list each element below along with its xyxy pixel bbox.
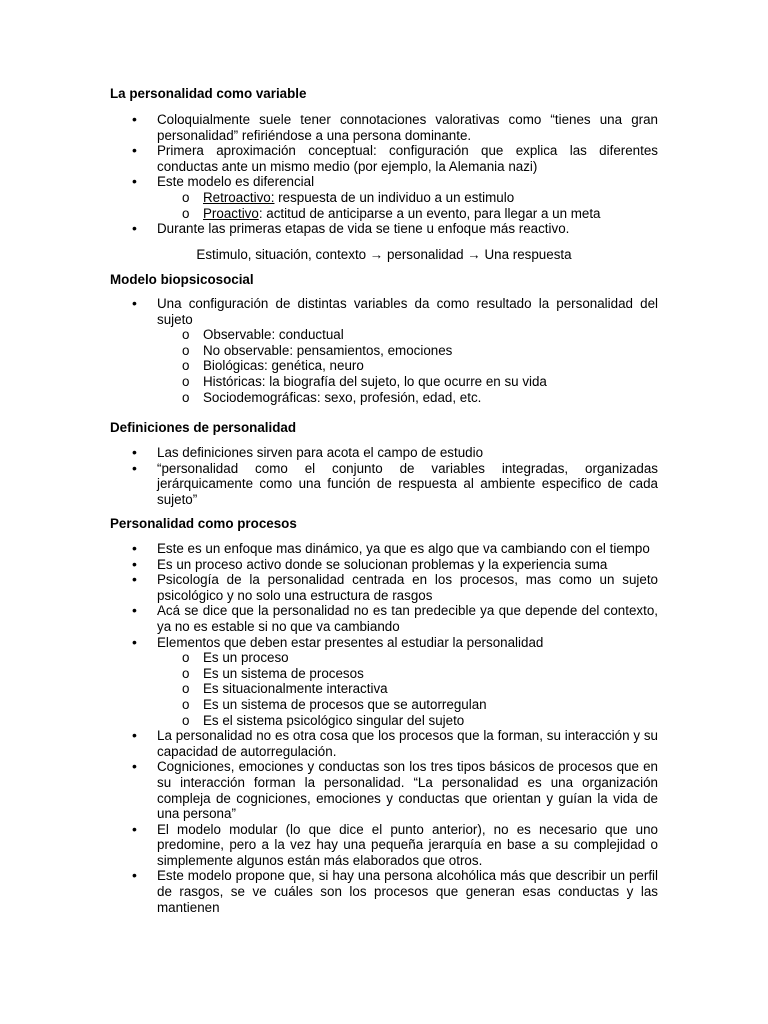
bullet-list-personalidad-variable [110, 112, 658, 237]
bullet-list-definiciones [110, 445, 658, 507]
list-item [110, 635, 658, 729]
sub-list-variables [157, 327, 658, 405]
flow-line-estimulo-respuesta: Estimulo, situación, contexto → personalidad → Una respuesta [196, 247, 572, 262]
list-item: • Coloquialmente suele tener connotaciones valorativas como “tienes una gran personalidad” refiriéndose a una persona dominante. [110, 112, 658, 143]
section-title-personalidad-variable: La personalidad como variable [110, 86, 307, 101]
sub-list-item [157, 190, 658, 206]
sub-list-item: o Es un sistema de procesos [157, 666, 658, 682]
list-item: • Psicología de la personalidad centrada en los procesos, mas como un sujeto psicológico y no solo una estructura de rasgos [110, 572, 658, 603]
list-item-text: Elementos que deben estar presentes al estudiar la personalidad [157, 634, 544, 650]
section-title-modelo-biopsicosocial: Modelo biopsicosocial [110, 272, 254, 287]
list-item-text: Una configuración de distintas variables da como resultado la personalidad del sujeto [157, 296, 658, 327]
term-definition: respuesta de un individuo a un estimulo [274, 189, 515, 205]
list-item: • Primera aproximación conceptual: configuración que explica las diferentes conductas ante un mismo medio (por ejemplo, la Alemania nazi) [110, 143, 658, 174]
section-title-definiciones: Definiciones de personalidad [110, 420, 297, 435]
list-item: • El modelo modular (lo que dice el punto anterior), no es necesario que uno predomine, pero a la vez hay una pequeña jerarquía en base a su complejidad o simplemente algunos están más elaborados que otros. [110, 822, 658, 869]
list-item: • Durante las primeras etapas de vida se tiene u enfoque más reactivo. [110, 221, 658, 237]
term-proactivo: Proactivo [203, 205, 259, 221]
sub-list-item: o Biológicas: genética, neuro [157, 358, 658, 374]
sub-list-item: o Es un proceso [157, 650, 658, 666]
list-item: • La personalidad no es otra cosa que los procesos que la forman, su interacción y su capacidad de autorregulación. [110, 728, 658, 759]
sub-list-item: o Es un sistema de procesos que se autorregulan [157, 697, 658, 713]
bullet-list-modelo-biopsicosocial [110, 296, 658, 405]
sub-list-item: o Observable: conductual [157, 327, 658, 343]
list-item [110, 174, 658, 221]
list-item: • Acá se dice que la personalidad no es tan predecible ya que depende del contexto, ya no es estable si no que va cambiando [110, 603, 658, 634]
list-item: • Este modelo propone que, si hay una persona alcohólica más que describir un perfil de rasgos, se ve cuáles son los procesos que generan esas conductas y las mantienen [110, 868, 658, 915]
term-definition: : actitud de anticiparse a un evento, para llegar a un meta [258, 205, 601, 221]
bullet-list-procesos [110, 541, 658, 915]
sub-list-item: o Es situacionalmente interactiva [157, 681, 658, 697]
sub-list-modelo-diferencial [157, 190, 658, 221]
list-item [110, 296, 658, 405]
sub-list-item: o Sociodemográficas: sexo, profesión, edad, etc. [157, 390, 658, 406]
section-title-procesos: Personalidad como procesos [110, 516, 297, 531]
list-item: • Las definiciones sirven para acota el campo de estudio [110, 445, 658, 461]
list-item: • Este es un enfoque mas dinámico, ya que es algo que va cambiando con el tiempo [110, 541, 658, 557]
sub-list-item: o No observable: pensamientos, emociones [157, 343, 658, 359]
term-retroactivo: Retroactivo: [203, 189, 275, 205]
list-item: • Cogniciones, emociones y conductas son los tres tipos básicos de procesos que en su interacción forman la personalidad. “La personalidad es una organización compleja de cogniciones, emociones y conductas que orientan y guían la vida de una persona” [110, 759, 658, 821]
list-item: • Es un proceso activo donde se solucionan problemas y la experiencia suma [110, 557, 658, 573]
list-item-text: Este modelo es diferencial [157, 174, 315, 190]
list-item: • “personalidad como el conjunto de variables integradas, organizadas jerárquicamente como una función de respuesta al ambiente especifico de cada sujeto” [110, 461, 658, 508]
sub-list-item: o Históricas: la biografía del sujeto, lo que ocurre en su vida [157, 374, 658, 390]
sub-list-elementos [157, 650, 658, 728]
sub-list-item [157, 206, 658, 222]
sub-list-item: o Es el sistema psicológico singular del sujeto [157, 713, 658, 729]
